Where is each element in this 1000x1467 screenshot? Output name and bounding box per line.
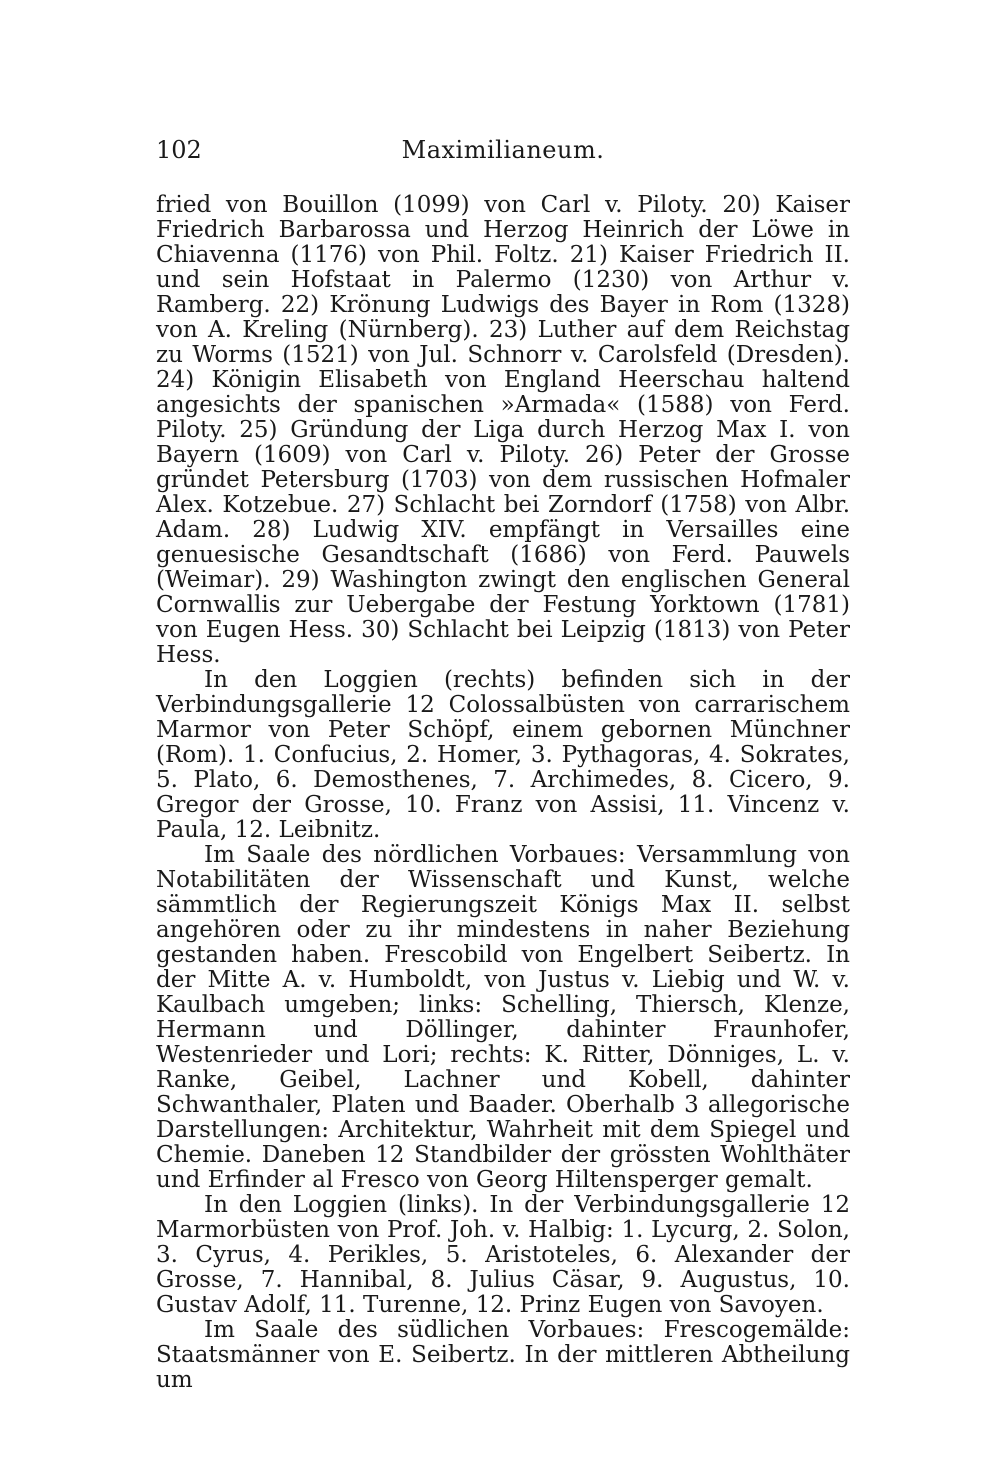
page-number: 102: [156, 136, 202, 164]
paragraph-continuation: fried von Bouillon (1099) von Carl v. Piloty. 20) Kaiser Friedrich Barbarossa und Herzog Heinrich der Löwe in Chiavenna (1176) von Phil. Foltz. 21) Kaiser Friedrich II. und sein Hofstaat in Palermo (1230) von Arthur v. Ramberg. 22) Krönung Ludwigs des Bayer in Rom (1328) von A. Kreling (Nürnberg). 23) Luther auf dem Reichstag zu Worms (1521) von Jul. Schnorr v. Carolsfeld (Dresden). 24) Königin Elisabeth von England Heerschau haltend angesichts der spanischen »Armada« (1588) von Ferd. Piloty. 25) Gründung der Liga durch Herzog Max I. von Bayern (1609) von Carl v. Piloty. 26) Peter der Grosse gründet Petersburg (1703) von dem russischen Hofmaler Alex. Kotzebue. 27) Schlacht bei Zorndorf (1758) von Albr. Adam. 28) Ludwig XIV. empfängt in Versailles eine genuesische Gesandtschaft (1686) von Ferd. Pauwels (Weimar). 29) Washington zwingt den englischen General Cornwallis zur Uebergabe der Festung Yorktown (1781) von Eugen Hess. 30) Schlacht bei Leipzig (1813) von Peter Hess.: [156, 192, 850, 668]
running-title: Maximilianeum.: [401, 136, 605, 164]
paragraph-loggien-links: In den Loggien (links). In der Verbindungsgallerie 12 Marmorbüsten von Prof. Joh. v. Halbig: 1. Lycurg, 2. Solon, 3. Cyrus, 4. Perikles, 5. Aristoteles, 6. Alexander der Grosse, 7. Hannibal, 8. Julius Cäsar, 9. Augustus, 10. Gustav Adolf, 11. Turenne, 12. Prinz Eugen von Savoyen.: [156, 1192, 850, 1318]
page-header: [156, 136, 850, 176]
paragraph-suedlicher-vorbau: Im Saale des südlichen Vorbaues: Frescogemälde: Staatsmänner von E. Seibertz. In der mittleren Abtheilung um: [156, 1317, 850, 1393]
paragraph-noerdlicher-vorbau: Im Saale des nördlichen Vorbaues: Versammlung von Notabilitäten der Wissenschaft und Kunst, welche sämmtlich der Regierungszeit Königs Max II. selbst angehören oder zu ihr mindestens in naher Beziehung gestanden haben. Frescobild von Engelbert Seibertz. In der Mitte A. v. Humboldt, von Justus v. Liebig und W. v. Kaulbach umgeben; links: Schelling, Thiersch, Klenze, Hermann und Döllinger, dahinter Fraunhofer, Westenrieder und Lori; rechts: K. Ritter, Dönniges, L. v. Ranke, Geibel, Lachner und Kobell, dahinter Schwanthaler, Platen und Baader. Oberhalb 3 allegorische Darstellungen: Architektur, Wahrheit mit dem Spiegel und Chemie. Daneben 12 Standbilder der grössten Wohlthäter und Erfinder al Fresco von Georg Hiltensperger gemalt.: [156, 842, 850, 1193]
paragraph-loggien-rechts: In den Loggien (rechts) befinden sich in der Verbindungsgallerie 12 Colossalbüsten von carrarischem Marmor von Peter Schöpf, einem gebornen Münchner (Rom). 1. Confucius, 2. Homer, 3. Pythagoras, 4. Sokrates, 5. Plato, 6. Demosthenes, 7. Archimedes, 8. Cicero, 9. Gregor der Grosse, 10. Franz von Assisi, 11. Vincenz v. Paula, 12. Leibnitz.: [156, 667, 850, 843]
body-text: [156, 193, 850, 1393]
